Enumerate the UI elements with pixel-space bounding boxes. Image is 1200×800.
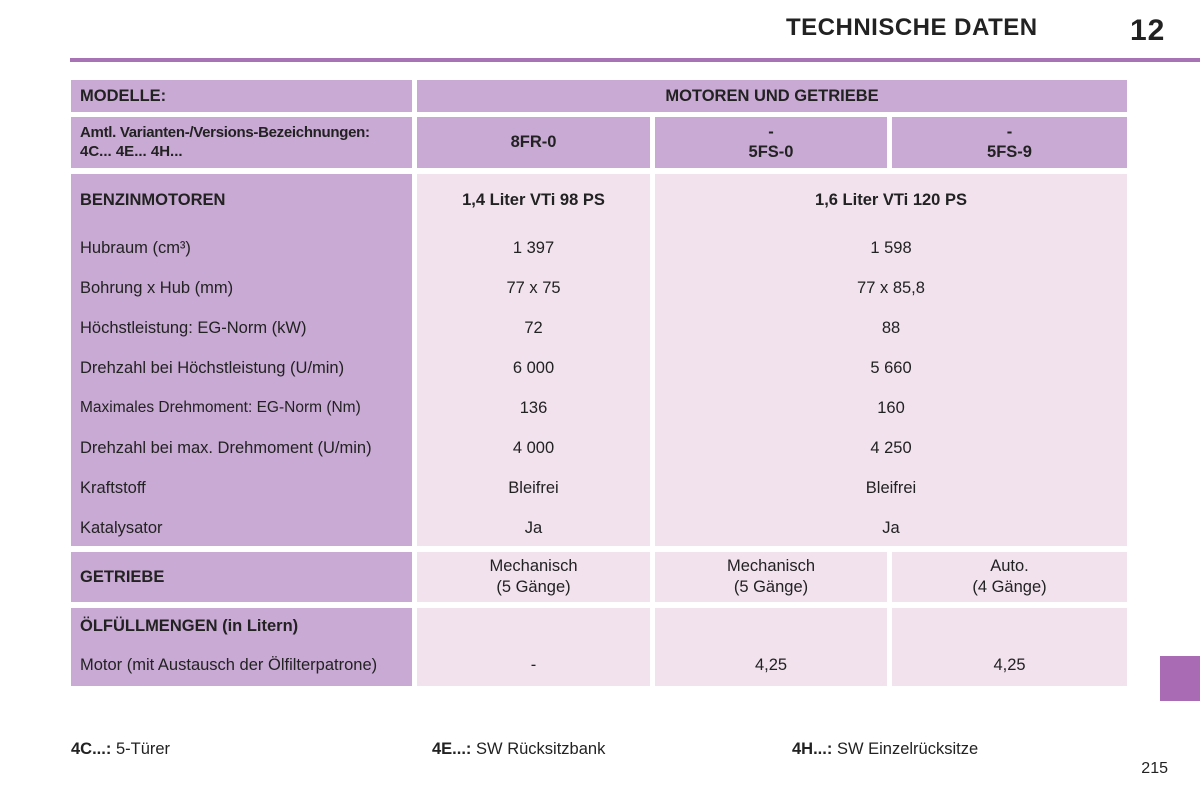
oil-value: 4,25 bbox=[993, 656, 1026, 674]
oil-section-title: ÖLFÜLLMENGEN (in Litern) bbox=[80, 617, 299, 635]
engines-header-cell: MOTOREN UND GETRIEBE bbox=[417, 80, 1127, 112]
gearbox-value-cell bbox=[655, 552, 887, 602]
spec-value-a: 6 000 bbox=[512, 359, 555, 377]
spec-value-b: 5 660 bbox=[870, 359, 912, 377]
variant-code-line1: - bbox=[768, 123, 774, 141]
variant-code-line2: 5FS-0 bbox=[748, 143, 794, 161]
variant-label-cell bbox=[71, 117, 412, 168]
spec-label: Maximales Drehmoment: EG-Norm (Nm) bbox=[80, 399, 361, 416]
gearbox-type: Auto. bbox=[990, 557, 1029, 575]
variant-code-line1: - bbox=[1006, 123, 1013, 141]
chapter-side-tab bbox=[1160, 656, 1200, 701]
spec-value-a: 4 000 bbox=[512, 439, 555, 457]
gearbox-type: Mechanisch bbox=[726, 557, 816, 575]
spec-value-a: 77 x 75 bbox=[506, 279, 561, 297]
footnote-code: 4C...: bbox=[71, 740, 112, 758]
variant-label-line1: Amtl. Varianten-/Versions-Bezeichnungen: bbox=[80, 124, 370, 141]
oil-value: - bbox=[530, 656, 537, 674]
oil-row-label: Motor (mit Austausch der Ölfilterpatrone) bbox=[80, 656, 378, 674]
spec-label: Drehzahl bei Höchstleistung (U/min) bbox=[80, 359, 345, 377]
page-title: TECHNISCHE DATEN bbox=[786, 14, 1038, 41]
footnote-code: 4E...: bbox=[432, 740, 472, 758]
spec-value-b: 77 x 85,8 bbox=[857, 279, 925, 297]
footnote bbox=[792, 738, 978, 760]
gearbox-gears: (5 Gänge) bbox=[496, 578, 571, 596]
spec-label: Katalysator bbox=[80, 519, 163, 537]
spec-label: Bohrung x Hub (mm) bbox=[80, 279, 234, 297]
spec-value-b: 4 250 bbox=[870, 439, 912, 457]
spec-value-a: 1 397 bbox=[512, 239, 555, 257]
gearbox-gears: (5 Gänge) bbox=[733, 578, 809, 596]
spec-value-b: 1 598 bbox=[870, 239, 912, 257]
gearbox-value-cell bbox=[892, 552, 1127, 602]
footnote-code: 4H...: bbox=[792, 740, 833, 758]
engine-a-title: 1,4 Liter VTi 98 PS bbox=[462, 191, 605, 209]
spec-label: Höchstleistung: EG-Norm (kW) bbox=[80, 319, 307, 337]
variant-code-cell bbox=[892, 117, 1127, 168]
spec-value-b: Bleifrei bbox=[865, 479, 917, 497]
engine-b-title: 1,6 Liter VTi 120 PS bbox=[815, 191, 967, 209]
spec-value-b: 88 bbox=[881, 319, 901, 337]
spec-value-a: Bleifrei bbox=[508, 479, 559, 497]
spec-value-b: Ja bbox=[882, 519, 900, 537]
variant-code-cell bbox=[655, 117, 887, 168]
spec-label: Hubraum (cm³) bbox=[80, 239, 191, 257]
petrol-section-title: BENZINMOTOREN bbox=[80, 191, 226, 209]
spec-value-b: 160 bbox=[877, 399, 905, 417]
models-header-cell: MODELLE: bbox=[71, 80, 412, 112]
header-divider bbox=[70, 58, 1200, 62]
variant-code-line2: 8FR-0 bbox=[510, 133, 557, 151]
footnote-text: SW Rücksitzbank bbox=[476, 740, 606, 758]
footnote bbox=[71, 738, 170, 760]
page-number: 215 bbox=[1141, 760, 1168, 777]
variant-code-cell bbox=[417, 117, 650, 168]
spec-value-a: 72 bbox=[524, 319, 543, 337]
spec-label: Drehzahl bei max. Drehmoment (U/min) bbox=[80, 439, 372, 457]
gearbox-label-cell: GETRIEBE bbox=[71, 552, 412, 602]
footnote-text: 5-Türer bbox=[115, 740, 171, 758]
gearbox-gears: (4 Gänge) bbox=[972, 578, 1047, 596]
variant-label-line2: 4C... 4E... 4H... bbox=[80, 143, 183, 160]
spec-value-a: Ja bbox=[524, 519, 543, 537]
oil-value: 4,25 bbox=[754, 656, 788, 674]
footnote bbox=[432, 738, 605, 760]
spec-label: Kraftstoff bbox=[80, 479, 146, 497]
gearbox-type: Mechanisch bbox=[489, 557, 578, 575]
gearbox-value-cell bbox=[417, 552, 650, 602]
footnote-text: SW Einzelrücksitze bbox=[836, 740, 979, 758]
spec-value-a: 136 bbox=[519, 399, 548, 417]
chapter-number: 12 bbox=[1130, 14, 1166, 47]
variant-code-line2: 5FS-9 bbox=[987, 143, 1032, 161]
